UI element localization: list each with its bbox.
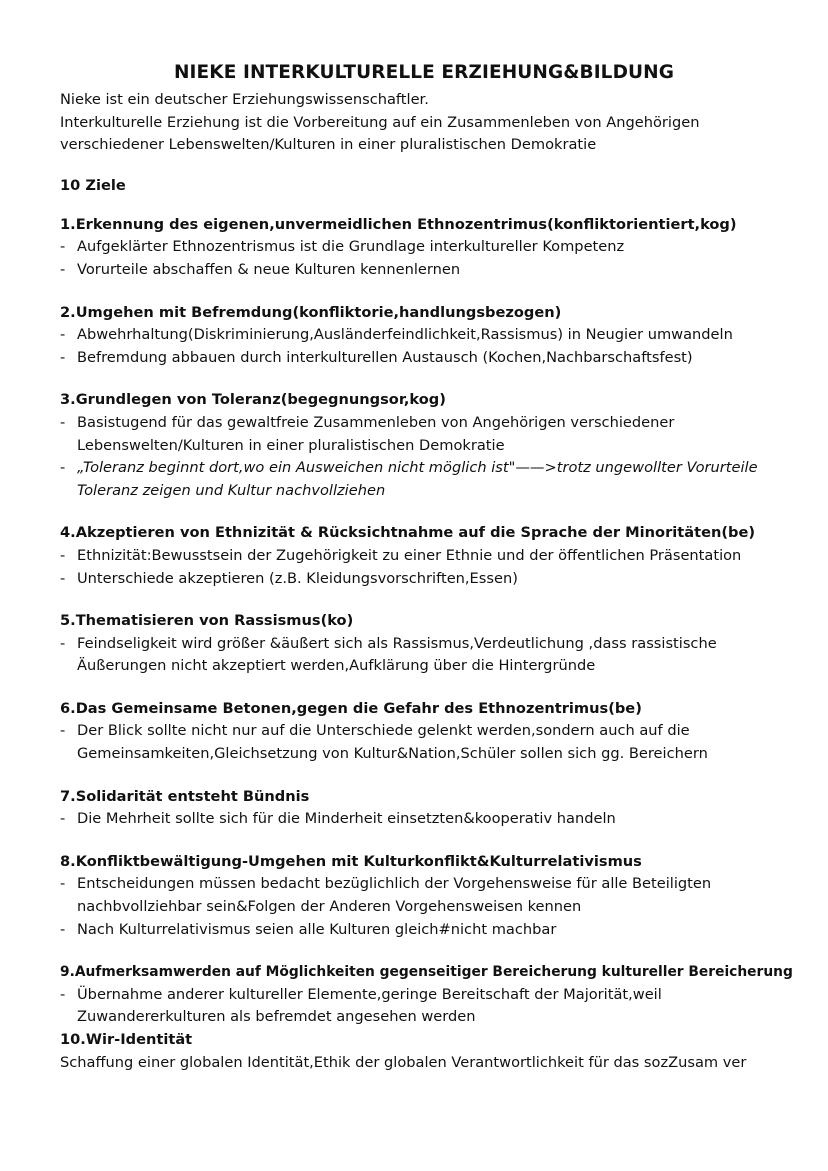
bullet-dash-icon: - xyxy=(60,546,66,564)
section-2 xyxy=(60,302,788,370)
bullet-item xyxy=(60,347,788,370)
bullet-text-line: Unterschiede akzeptieren (z.B. Kleidungsvorschriften,Essen) xyxy=(77,569,518,587)
bullet-text-line: Befremdung abbauen durch interkulturellen Austausch (Kochen,Nachbarschaftsfest) xyxy=(77,348,693,366)
bullet-item xyxy=(60,633,788,678)
section-heading: 6.Das Gemeinsame Betonen,gegen die Gefahr des Ethnozentrimus(be) xyxy=(60,699,642,717)
bullet-text xyxy=(77,720,788,765)
section-heading: 10.Wir-Identität xyxy=(60,1031,193,1048)
section-5 xyxy=(60,610,788,678)
section-text: Schaffung einer globalen Identität,Ethik der globalen Verantwortlichkeit für das sozZusam ver xyxy=(60,1053,747,1071)
bullet-text-line: Äußerungen nicht akzeptiert werden,Aufklärung über die Hintergründe xyxy=(77,657,596,675)
bullet-list xyxy=(60,720,788,765)
bullet-text-line: Der Blick sollte nicht nur auf die Unterschiede gelenkt werden,sondern auch auf die xyxy=(77,722,690,740)
section-3 xyxy=(60,389,788,502)
bullet-list xyxy=(60,984,788,1029)
section-6 xyxy=(60,698,788,766)
bullet-text xyxy=(77,633,788,678)
bullet-text-line: Aufgeklärter Ethnozentrismus ist die Grundlage interkultureller Kompetenz xyxy=(77,238,625,256)
bullet-text-line: Toleranz zeigen und Kultur nachvollziehen xyxy=(77,481,386,499)
document-title: NIEKE INTERKULTURELLE ERZIEHUNG&BILDUNG xyxy=(173,62,675,83)
bullet-text-line: Vorurteile abschaffen & neue Kulturen kennenlernen xyxy=(77,260,461,278)
bullet-text xyxy=(77,347,788,370)
section-heading: 2.Umgehen mit Befremdung(konfliktorie,handlungsbezogen) xyxy=(60,303,562,321)
bullet-text xyxy=(77,984,788,1029)
bullet-dash-icon: - xyxy=(60,569,66,587)
bullet-list xyxy=(60,873,788,941)
bullet-dash-icon: - xyxy=(60,238,66,256)
bullet-dash-icon: - xyxy=(60,413,66,431)
section-heading: 3.Grundlegen von Toleranz(begegnungsor,kog) xyxy=(60,391,446,409)
bullet-text xyxy=(77,919,788,942)
bullet-text xyxy=(77,808,788,831)
bullet-item xyxy=(60,457,788,502)
bullet-item xyxy=(60,984,788,1029)
section-heading: 8.Konfliktbewältigung-Umgehen mit Kulturkonflikt&Kulturrelativismus xyxy=(60,852,642,870)
bullet-text-line: Lebenswelten/Kulturen in einer pluralistischen Demokratie xyxy=(77,436,505,454)
section-heading: 4.Akzeptieren von Ethnizität & Rücksichtnahme auf die Sprache der Minoritäten(be) xyxy=(60,524,756,542)
bullet-dash-icon: - xyxy=(60,810,66,828)
bullet-text-line: Basistugend für das gewaltfreie Zusammenleben von Angehörigen verschiedener xyxy=(77,413,675,431)
bullet-list xyxy=(60,324,788,369)
bullet-dash-icon: - xyxy=(60,920,66,938)
bullet-text-line: Die Mehrheit sollte sich für die Minderheit einsetzten&kooperativ handeln xyxy=(77,810,616,828)
bullet-text xyxy=(77,236,788,259)
section-9 xyxy=(60,961,793,1029)
intro-block xyxy=(60,89,788,157)
bullet-text xyxy=(77,568,788,591)
bullet-item xyxy=(60,545,788,568)
bullet-item xyxy=(60,324,788,347)
bullet-text-line: Nach Kulturrelativismus seien alle Kulturen gleich#nicht machbar xyxy=(77,920,557,938)
bullet-text-line: Zuwandererkulturen als befremdet angesehen werden xyxy=(77,1008,476,1026)
bullet-dash-icon: - xyxy=(60,260,66,278)
bullet-item xyxy=(60,873,788,918)
bullet-text-line: „Toleranz beginnt dort,wo ein Ausweichen nicht möglich ist"——>trotz ungewollter Vorurteile xyxy=(77,459,758,477)
bullet-text xyxy=(77,324,788,347)
section-heading: 1.Erkennung des eigenen,unvermeidlichen Ethnozentrimus(konfliktorientiert,kog) xyxy=(60,215,737,233)
section-heading: 9.Aufmerksamwerden auf Möglichkeiten gegenseitiger Bereicherung kultureller Bereicherung xyxy=(60,964,793,981)
bullet-text-line: nachbvollziehbar sein&Folgen der Anderen Vorgehensweisen kennen xyxy=(77,898,582,916)
bullet-item xyxy=(60,259,788,282)
bullet-item xyxy=(60,412,788,457)
goals-list xyxy=(60,214,793,1029)
bullet-dash-icon: - xyxy=(60,875,66,893)
bullet-item xyxy=(60,720,788,765)
bullet-dash-icon: - xyxy=(60,722,66,740)
bullet-item xyxy=(60,919,788,942)
goals-heading: 10 Ziele xyxy=(60,176,126,194)
bullet-text xyxy=(77,873,788,918)
bullet-list xyxy=(60,808,788,831)
section-7 xyxy=(60,786,788,831)
bullet-text xyxy=(77,259,788,282)
bullet-text-line: Gemeinsamkeiten,Gleichsetzung von Kultur&Nation,Schüler sollen sich gg. Bereichern xyxy=(77,745,708,763)
bullet-list xyxy=(60,412,788,502)
section-heading: 7.Solidarität entsteht Bündnis xyxy=(60,787,310,805)
bullet-item xyxy=(60,236,788,259)
bullet-item xyxy=(60,808,788,831)
bullet-dash-icon: - xyxy=(60,634,66,652)
intro-line: Nieke ist ein deutscher Erziehungswissenschaftler. xyxy=(60,91,429,108)
section-1 xyxy=(60,214,788,282)
bullet-dash-icon: - xyxy=(60,459,66,477)
bullet-dash-icon: - xyxy=(60,985,66,1003)
section-heading: 5.Thematisieren von Rassismus(ko) xyxy=(60,612,354,630)
bullet-text-line: Abwehrhaltung(Diskriminierung,Ausländerfeindlichkeit,Rassismus) in Neugier umwandeln xyxy=(77,326,733,344)
intro-line: verschiedener Lebenswelten/Kulturen in einer pluralistischen Demokratie xyxy=(60,136,597,154)
bullet-text-line: Übernahme anderer kultureller Elemente,geringe Bereitschaft der Majorität,weil xyxy=(77,985,662,1003)
bullet-list xyxy=(60,633,788,678)
bullet-dash-icon: - xyxy=(60,326,66,344)
section-8 xyxy=(60,851,788,941)
bullet-item xyxy=(60,568,788,591)
section-4 xyxy=(60,522,788,590)
bullet-list xyxy=(60,545,788,590)
bullet-dash-icon: - xyxy=(60,348,66,366)
bullet-text-line: Ethnizität:Bewusstsein der Zugehörigkeit zu einer Ethnie und der öffentlichen Präsentation xyxy=(77,546,742,564)
bullet-text xyxy=(77,457,788,502)
section-10 xyxy=(60,1029,788,1074)
bullet-text xyxy=(77,412,788,457)
bullet-text-line: Entscheidungen müssen bedacht bezüglichlich der Vorgehensweise für alle Beteiligten xyxy=(77,875,712,893)
bullet-text-line: Feindseligkeit wird größer &äußert sich als Rassismus,Verdeutlichung ,dass rassistische xyxy=(77,634,717,652)
bullet-list xyxy=(60,236,788,281)
intro-line: Interkulturelle Erziehung ist die Vorbereitung auf ein Zusammenleben von Angehörigen xyxy=(60,113,700,131)
bullet-text xyxy=(77,545,788,568)
